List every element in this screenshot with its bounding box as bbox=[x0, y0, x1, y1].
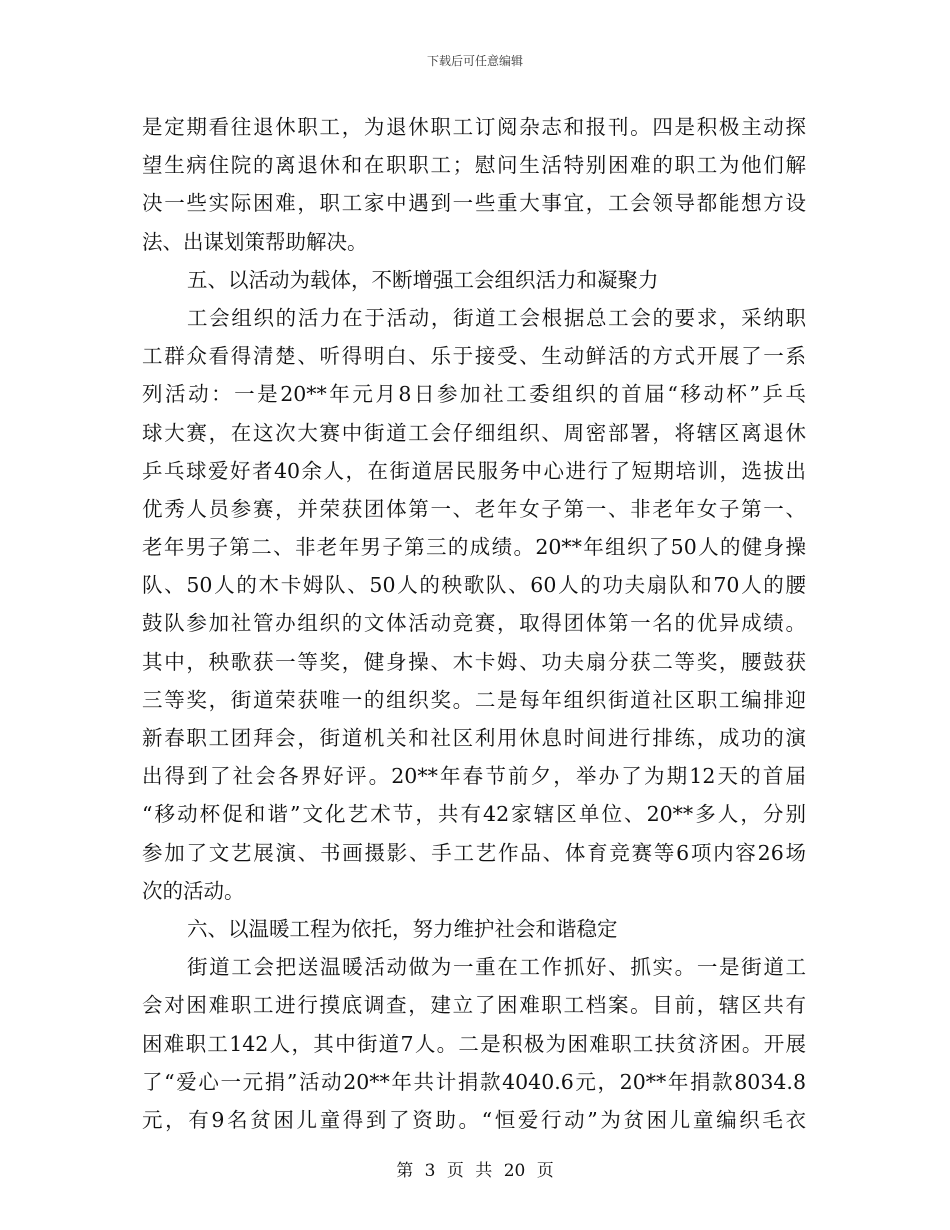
page-header-note: 下载后可任意编辑 bbox=[426, 54, 523, 68]
text-line: 老年男子第二、非老年男子第三的成绩。20**年组织了50人的健身操 bbox=[142, 535, 806, 560]
text-line: 列活动：一是20**年元月8日参加社工委组织的首届“移动杯”乒乓 bbox=[142, 382, 806, 407]
text-line: 三等奖，街道荣获唯一的组织奖。二是每年组织街道社区职工编排迎 bbox=[142, 687, 806, 712]
text-line: 困难职工142人，其中街道7人。二是积极为困难职工扶贫济困。开展 bbox=[142, 1031, 806, 1056]
text-line: 了“爱心一元捐”活动20**年共计捐款4040.6元，20**年捐款8034.8 bbox=[142, 1069, 806, 1094]
text-line: 鼓队参加社管办组织的文体活动竞赛，取得团体第一名的优异成绩。 bbox=[142, 611, 806, 636]
text-line: 球大赛，在这次大赛中街道工会仔细组织、周密部署，将辖区离退休 bbox=[142, 420, 806, 445]
text-line: 队、50人的木卡姆队、50人的秧歌队、60人的功夫扇队和70人的腰 bbox=[142, 573, 806, 598]
text-line: 法、出谋划策帮助解决。 bbox=[142, 229, 368, 254]
text-line: 元，有9名贫困儿童得到了资助。“恒爱行动”为贫困儿童编织毛衣 bbox=[142, 1107, 806, 1132]
text-line: 其中，秧歌获一等奖，健身操、木卡姆、功夫扇分获二等奖，腰鼓获 bbox=[142, 649, 806, 674]
document-body bbox=[142, 108, 806, 1139]
text-line: 新春职工团拜会，街道机关和社区利用休息时间进行排练，成功的演 bbox=[142, 726, 806, 750]
text-line: 会对困难职工进行摸底调查，建立了困难职工档案。目前，辖区共有 bbox=[142, 993, 806, 1018]
text-line: “移动杯促和谐”文化艺术节，共有42家辖区单位、20**多人，分别 bbox=[142, 802, 806, 827]
text-line: 参加了文艺展演、书画摄影、手工艺作品、体育竞赛等6项内容26场 bbox=[142, 840, 806, 865]
text-line: 是定期看往退休职工，为退休职工订阅杂志和报刊。四是积极主动探 bbox=[142, 115, 806, 139]
text-line: 乒乓球爱好者40余人，在街道居民服务中心进行了短期培训，选拔出 bbox=[142, 458, 806, 483]
text-line: 街道工会把送温暖活动做为一重在工作抓好、抓实。一是街道工 bbox=[187, 955, 806, 980]
text-line: 工群众看得清楚、听得明白、乐于接受、生动鲜活的方式开展了一系 bbox=[142, 344, 806, 369]
text-line: 工会组织的活力在于活动，街道工会根据总工会的要求，采纳职 bbox=[187, 305, 806, 330]
text-line: 优秀人员参赛，并荣获团体第一、老年女子第一、非老年女子第一、 bbox=[142, 496, 806, 521]
page-number-footer: 第 3 页 共 20 页 bbox=[396, 1161, 554, 1181]
section-heading-5: 五、以活动为载体，不断增强工会组织活力和凝聚力 bbox=[187, 267, 659, 292]
text-line: 决一些实际困难，职工家中遇到一些重大事宜，工会领导都能想方设 bbox=[142, 191, 806, 216]
text-line: 出得到了社会各界好评。20**年春节前夕，举办了为期12天的首届 bbox=[142, 764, 806, 789]
text-line: 望生病住院的离退休和在职职工；慰问生活特别困难的职工为他们解 bbox=[142, 153, 806, 178]
text-line: 次的活动。 bbox=[142, 878, 245, 903]
section-heading-6: 六、以温暖工程为依托，努力维护社会和谐稳定 bbox=[187, 916, 618, 941]
